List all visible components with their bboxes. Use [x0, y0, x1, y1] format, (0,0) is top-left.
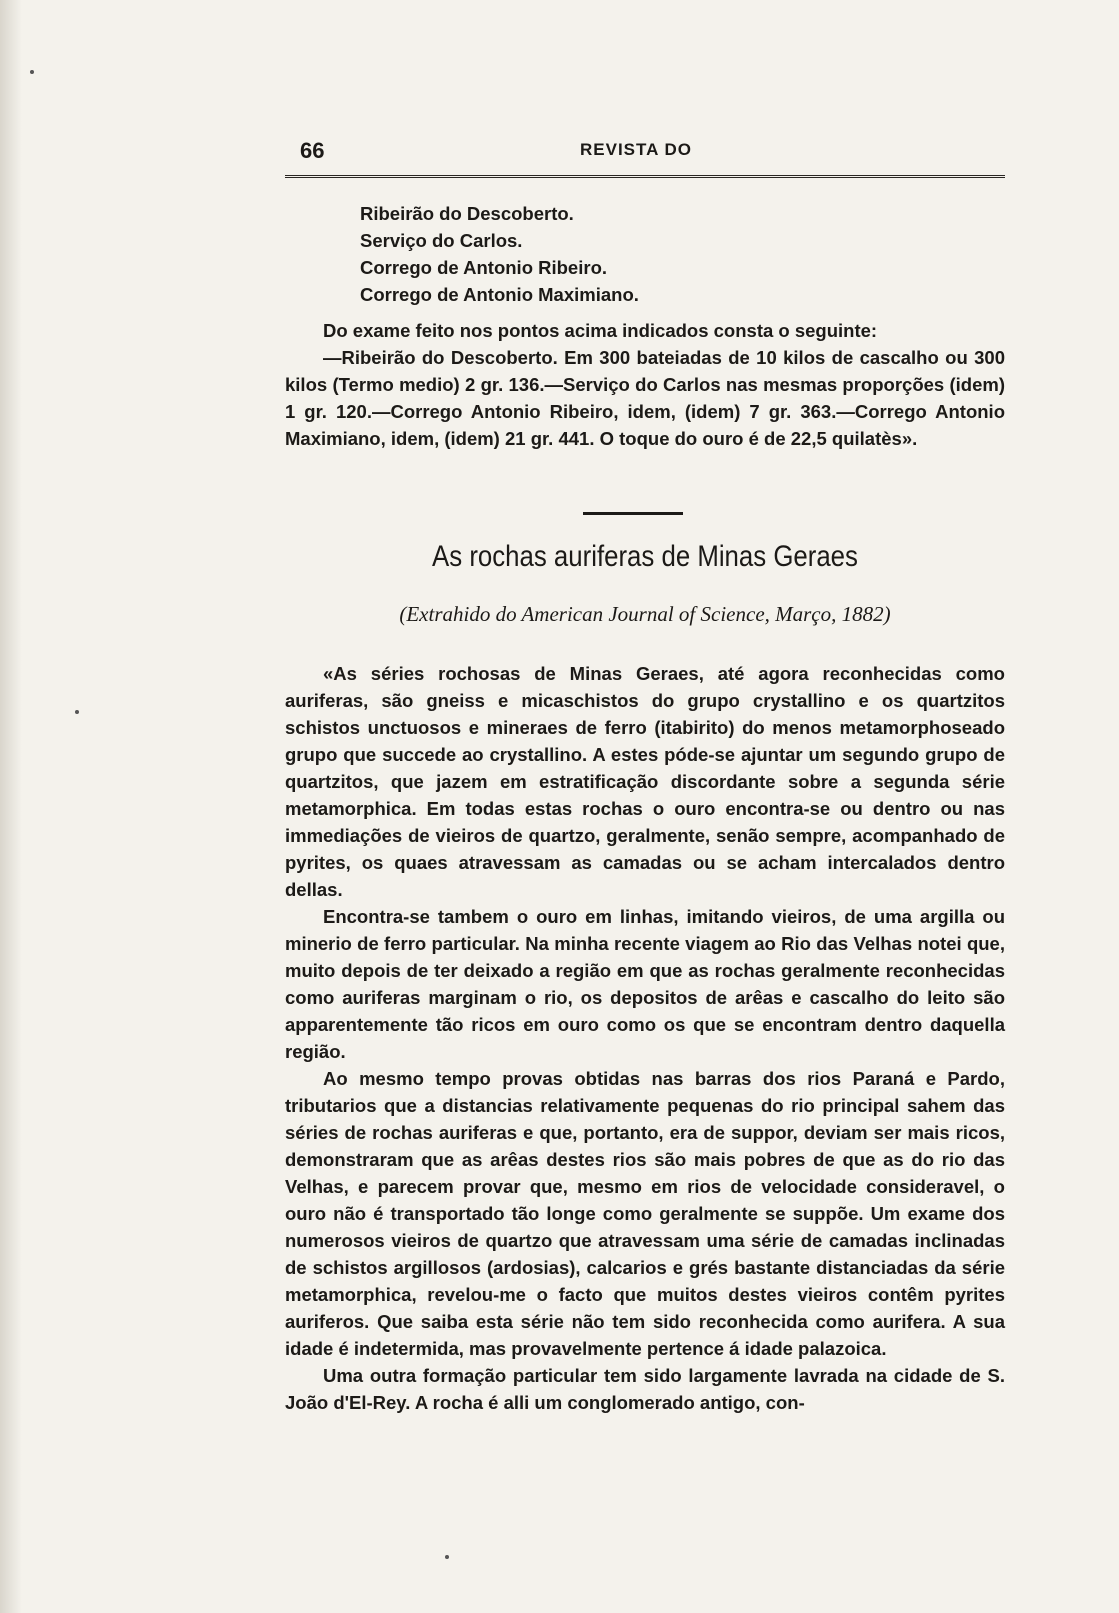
header-rule [285, 170, 1005, 178]
article-body [285, 660, 1005, 1416]
section-divider [583, 512, 683, 515]
page-edge-shadow [0, 0, 22, 1613]
list-item: Serviço do Carlos. [360, 230, 523, 251]
speck [30, 70, 34, 74]
article-title: As rochas auriferas de Minas Geraes [432, 540, 858, 573]
location-list [285, 200, 1005, 308]
page-header [300, 138, 1010, 168]
running-title: REVISTA DO [580, 140, 693, 159]
paragraph: Encontra-se tambem o ouro em linhas, imitando vieiros, de uma argilla ou minerio de ferro particular. Na minha recente viagem ao Rio das Velhas notei que, muito depois de ter deixado a região em que as rochas geralmente reconhecidas como auriferas marginam o rio, os depositos de arêas e cascalho do leito são apparentemente tão ricos em ouro como os que se encontram dentro daquella região. [285, 906, 1005, 1062]
list-item: Corrego de Antonio Maximiano. [360, 284, 639, 305]
list-item: Ribeirão do Descoberto. [360, 203, 574, 224]
list-item: Corrego de Antonio Ribeiro. [360, 257, 608, 278]
paragraph: Do exame feito nos pontos acima indicados consta o seguinte: [323, 320, 878, 341]
paragraph: Uma outra formação particular tem sido largamente lavrada na cidade de S. João d'El-Rey. A rocha é alli um conglomerado antigo, con- [285, 1365, 1005, 1413]
paragraph: «As séries rochosas de Minas Geraes, até agora reconhecidas como auriferas, são gneiss e micaschistos do grupo crystallino e os quartzitos schistos unctuosos e mineraes de ferro (itabirito) do menos metamorphoseado grupo que succede ao crystallino. A estes póde-se ajuntar um segundo grupo de quartzitos, que jazem em estratificação discordante sobre a segunda série metamorphica. Em todas estas rochas o ouro encontra-se ou dentro ou nas immediações de vieiros de quartzo, geralmente, senão sempre, acompanhado de pyrites, os quaes atravessam as camadas ou se acham intercalados dentro dellas. [285, 663, 1005, 900]
speck [445, 1555, 449, 1559]
page-number: 66 [300, 138, 325, 163]
paragraph: Ao mesmo tempo provas obtidas nas barras dos rios Paraná e Pardo, tributarios que a distancias relativamente pequenas do rio principal sahem das séries de rochas auriferas e que, portanto, era de suppor, deviam ser mais ricos, demonstraram que as arêas destes rios são mais pobres de que as do rio das Velhas, e parecem provar que, mesmo em rios de velocidade consideravel, o ouro não é transportado tão longe como geralmente se suppõe. Um exame dos numerosos vieiros de quartzo que atravessam uma série de camadas inclinadas de schistos argillosos (ardosias), calcarios e grés bastante distanciadas da série metamorphica, revelou-me o facto que muitos destes vieiros contêm pyrites auriferos. Que saiba esta série não tem sido reconhecida como aurifera. A sua idade é indetermida, mas provavelmente pertence á idade palazoica. [285, 1068, 1005, 1359]
article-source: (Extrahido do American Journal of Science, Março, 1882) [399, 602, 891, 626]
exam-results [285, 317, 1005, 452]
speck [75, 710, 79, 714]
paragraph: —Ribeirão do Descoberto. Em 300 bateiadas de 10 kilos de cascalho ou 300 kilos (Termo medio) 2 gr. 136.—Serviço do Carlos nas mesmas proporções (idem) 1 gr. 120.—Corrego Antonio Ribeiro, idem, (idem) 7 gr. 363.—Corrego Antonio Maximiano, idem, (idem) 21 gr. 441. O toque do ouro é de 22,5 quilatès». [285, 347, 1005, 449]
